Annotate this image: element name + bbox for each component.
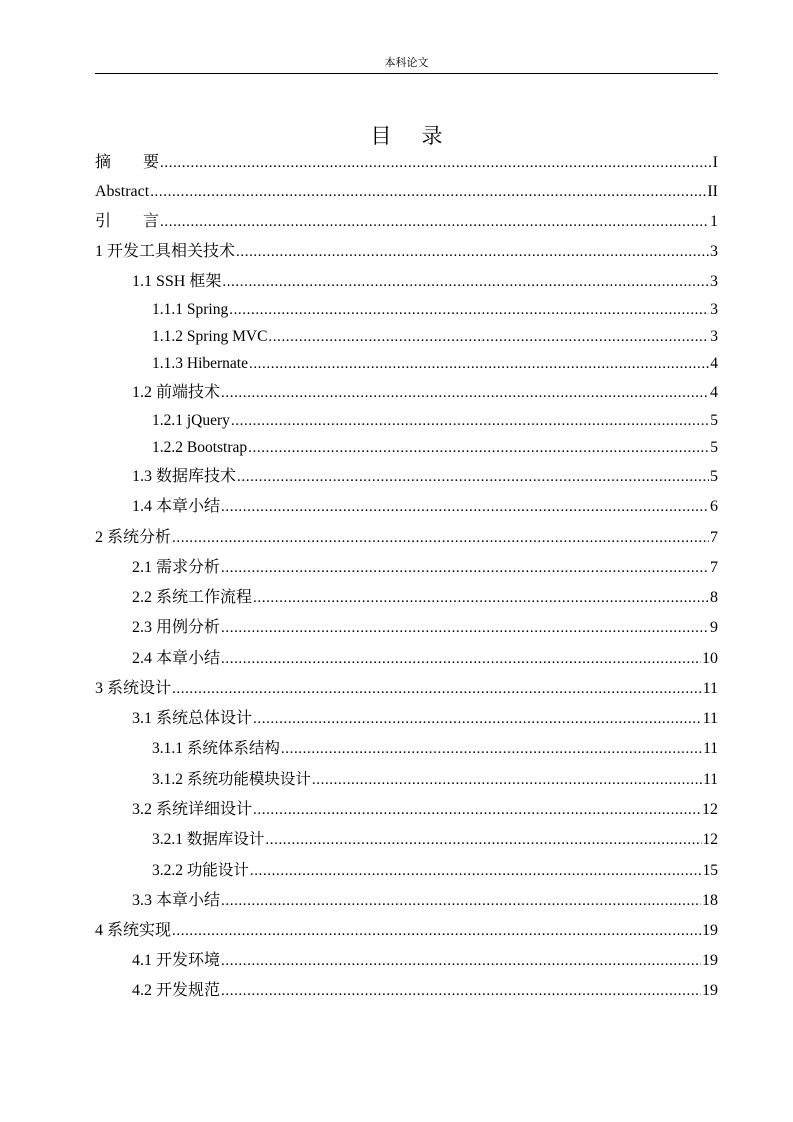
- toc-entry-label: 1.1.3 Hibernate: [152, 355, 248, 372]
- toc-entry-label: 摘 要: [95, 154, 160, 171]
- toc-entry-page: 15: [702, 862, 718, 879]
- toc-entry-page: 7: [710, 559, 718, 576]
- toc-entry[interactable]: [95, 350, 718, 378]
- toc-entry-page: 19: [702, 982, 718, 999]
- toc-entry-label: 1.2.2 Bootstrap: [152, 439, 248, 456]
- toc-entry[interactable]: [95, 553, 718, 583]
- toc-entry-page: 11: [702, 710, 718, 727]
- toc-entry-page: 5: [710, 439, 718, 456]
- toc-entry[interactable]: [95, 946, 718, 976]
- toc-entry[interactable]: [95, 148, 718, 177]
- toc-entry-label: 3.1.2 系统功能模块设计: [152, 771, 311, 788]
- toc-dot-leader: [221, 553, 709, 583]
- toc-entry-label: 2.3 用例分析: [132, 619, 221, 636]
- toc-dot-leader: [221, 946, 701, 976]
- toc-entry-label: 1.1 SSH 框架: [132, 273, 222, 290]
- toc-entry-page: 3: [710, 273, 718, 290]
- toc-entry-page: 11: [702, 680, 718, 697]
- toc-entry-page: 3: [710, 301, 718, 318]
- toc-dot-leader: [281, 734, 702, 764]
- toc-entry-page: 12: [702, 801, 718, 818]
- toc-entry-page: 7: [710, 529, 718, 546]
- toc-entry[interactable]: [95, 764, 718, 795]
- toc-entry-page: 19: [702, 922, 718, 939]
- toc-dot-leader: [237, 462, 709, 492]
- toc-entry-label: 3.2.1 数据库设计: [152, 831, 265, 848]
- toc-entry[interactable]: [95, 916, 718, 946]
- toc-dot-leader: [236, 237, 709, 267]
- toc-dot-leader: [265, 825, 701, 855]
- toc-entry-label: 1.3 数据库技术: [132, 468, 237, 485]
- toc-entry[interactable]: [95, 207, 718, 237]
- toc-entry-page: 6: [710, 498, 718, 515]
- toc-entry-page: 19: [702, 952, 718, 969]
- toc-dot-leader: [221, 613, 709, 643]
- toc-entry-page: 9: [710, 619, 718, 636]
- toc-entry-label: 4.1 开发环境: [132, 952, 221, 969]
- toc-entry-label: 4.2 开发规范: [132, 982, 221, 999]
- toc-entry[interactable]: [95, 378, 718, 407]
- toc-entry[interactable]: [95, 855, 718, 886]
- toc-dot-leader: [231, 408, 709, 434]
- toc-entry[interactable]: [95, 613, 718, 643]
- toc-entry[interactable]: [95, 492, 718, 522]
- toc-entry-label: 3.3 本章小结: [132, 892, 221, 909]
- toc-entry[interactable]: [95, 434, 718, 462]
- toc-entry-page: 10: [702, 650, 718, 667]
- toc-dot-leader: [221, 492, 709, 522]
- header-rule: [95, 73, 718, 74]
- toc-entry-page: 18: [702, 892, 718, 909]
- toc-entry-label: 4 系统实现: [95, 922, 172, 939]
- toc-dot-leader: [312, 765, 702, 795]
- toc-entry-page: 1: [710, 213, 718, 230]
- toc-dot-leader: [253, 795, 701, 825]
- toc-entry[interactable]: [95, 323, 718, 350]
- toc-entry[interactable]: [95, 886, 718, 916]
- toc-entry[interactable]: [95, 522, 718, 553]
- toc-entry-label: 3 系统设计: [95, 680, 172, 697]
- toc-dot-leader: [229, 297, 709, 323]
- toc-dot-leader: [221, 379, 709, 407]
- toc-dot-leader: [160, 149, 712, 177]
- toc-entry-label: 1.1.2 Spring MVC: [152, 328, 268, 345]
- toc-entry[interactable]: [95, 237, 718, 267]
- toc-entry[interactable]: [95, 583, 718, 613]
- toc-dot-leader: [268, 324, 709, 350]
- toc-entry[interactable]: [95, 704, 718, 734]
- toc-entry-label: 1.2.1 jQuery: [152, 412, 230, 429]
- toc-entry-label: 2.1 需求分析: [132, 559, 221, 576]
- toc-entry-page: I: [712, 154, 718, 171]
- toc-entry-page: 12: [702, 831, 718, 848]
- toc-entry-label: 3.2.2 功能设计: [152, 862, 249, 879]
- toc-entry-label: 2.4 本章小结: [132, 650, 221, 667]
- toc-title: [95, 123, 718, 149]
- toc-entry-label: 1.4 本章小结: [132, 498, 221, 515]
- toc-entry[interactable]: [95, 643, 718, 674]
- toc-entry[interactable]: [95, 825, 718, 855]
- toc-dot-leader: [150, 177, 706, 207]
- toc-entry-page: 8: [710, 589, 718, 606]
- table-of-contents: [95, 148, 718, 1006]
- toc-entry-label: 2.2 系统工作流程: [132, 589, 253, 606]
- running-header: 本科论文: [384, 57, 429, 69]
- toc-dot-leader: [160, 207, 709, 237]
- toc-entry-label: 引 言: [95, 213, 160, 230]
- toc-entry-label: 2 系统分析: [95, 529, 172, 546]
- toc-entry[interactable]: [95, 407, 718, 434]
- toc-entry-page: 3: [710, 328, 718, 345]
- toc-entry-label: 1.2 前端技术: [132, 384, 221, 401]
- toc-entry-label: Abstract: [95, 183, 150, 200]
- toc-dot-leader: [172, 523, 709, 553]
- toc-entry[interactable]: [95, 795, 718, 825]
- toc-entry[interactable]: [95, 976, 718, 1006]
- toc-dot-leader: [250, 856, 702, 886]
- toc-entry[interactable]: [95, 674, 718, 704]
- toc-entry[interactable]: [95, 267, 718, 296]
- toc-entry-label: 3.1 系统总体设计: [132, 710, 253, 727]
- toc-dot-leader: [221, 644, 701, 674]
- toc-entry-page: II: [707, 183, 718, 200]
- toc-entry[interactable]: [95, 296, 718, 323]
- toc-entry[interactable]: [95, 177, 718, 207]
- toc-dot-leader: [253, 583, 709, 613]
- toc-entry-label: 1 开发工具相关技术: [95, 243, 236, 260]
- toc-dot-leader: [248, 434, 709, 462]
- toc-dot-leader: [221, 976, 701, 1006]
- toc-entry-page: 11: [703, 771, 718, 788]
- toc-entry-page: 11: [703, 740, 718, 757]
- toc-entry[interactable]: [95, 462, 718, 492]
- toc-title-char-1: 目: [370, 124, 392, 148]
- toc-entry-page: 4: [710, 384, 718, 401]
- toc-entry-label: 3.1.1 系统体系结构: [152, 740, 280, 757]
- toc-dot-leader: [222, 268, 709, 296]
- toc-entry-page: 3: [710, 243, 718, 260]
- toc-entry-page: 4: [710, 355, 718, 372]
- toc-entry-label: 3.2 系统详细设计: [132, 801, 253, 818]
- toc-dot-leader: [172, 916, 701, 946]
- toc-dot-leader: [249, 350, 709, 378]
- toc-dot-leader: [253, 704, 702, 734]
- toc-entry-page: 5: [710, 468, 718, 485]
- toc-dot-leader: [221, 886, 701, 916]
- toc-entry-page: 5: [710, 412, 718, 429]
- toc-entry[interactable]: [95, 734, 718, 764]
- toc-dot-leader: [172, 674, 702, 704]
- toc-title-char-2: 录: [421, 124, 443, 148]
- toc-entry-label: 1.1.1 Spring: [152, 301, 229, 318]
